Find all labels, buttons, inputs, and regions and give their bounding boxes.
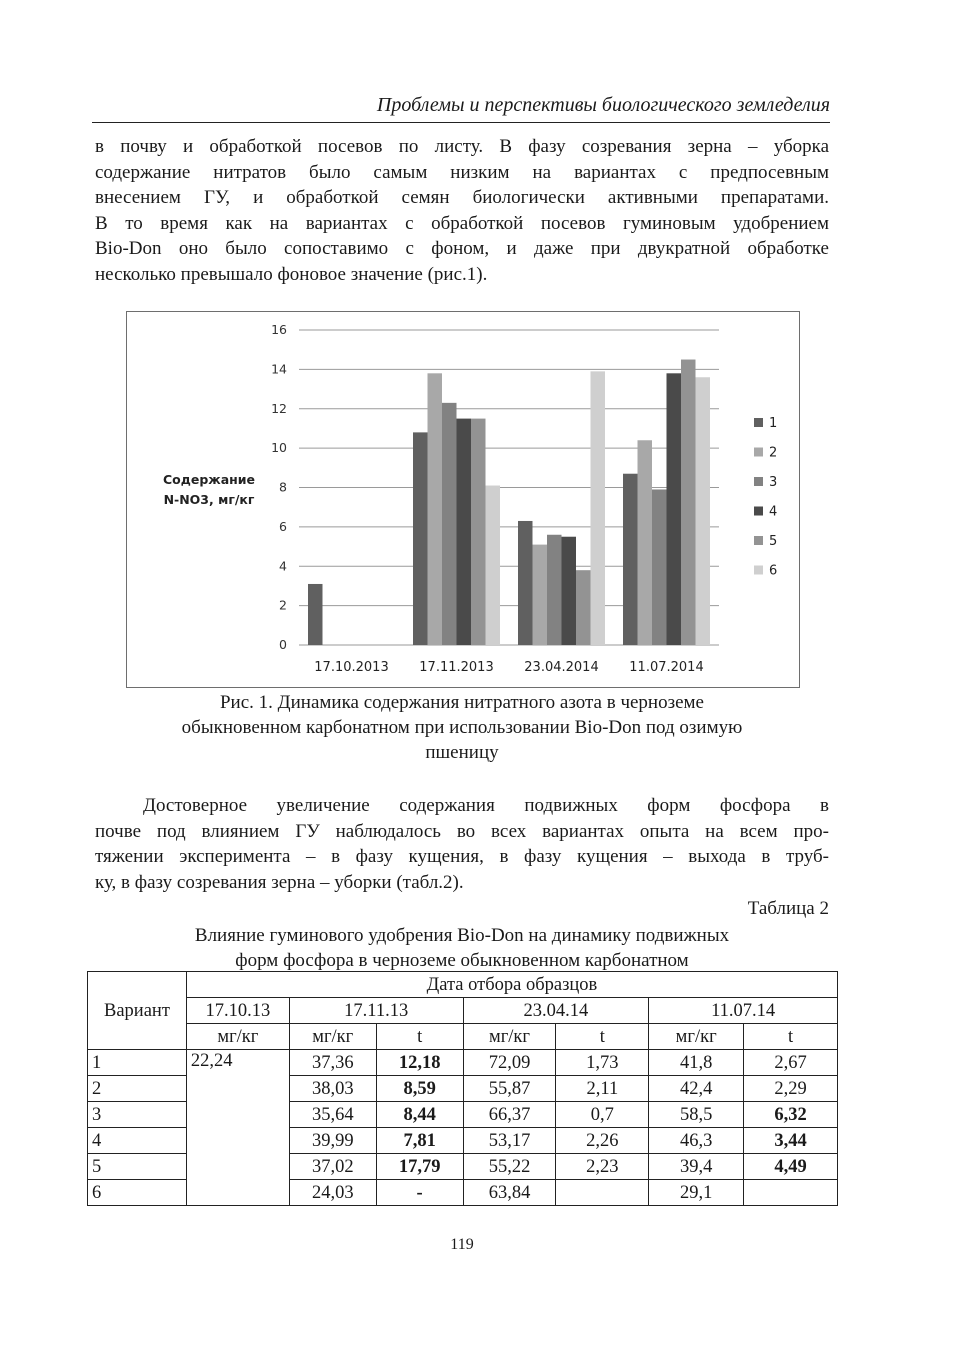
legend-swatch — [754, 536, 763, 545]
paragraph-1-line: содержание нитратов было самым низким на вариантах с предпосевным — [95, 161, 829, 183]
legend-swatch — [754, 448, 763, 457]
paragraph-1-line: внесением ГУ, и обработкой семян биологически активными препаратами. — [95, 187, 829, 209]
header-unit-mg: мг/кг — [649, 1024, 744, 1050]
cell-mg: 41,8 — [649, 1050, 744, 1076]
bar — [576, 570, 591, 645]
page-number: 119 — [450, 1236, 474, 1253]
cell-t: 3,44 — [744, 1128, 838, 1154]
cell-mg: 63,84 — [463, 1180, 556, 1206]
cell-t: 2,67 — [744, 1050, 838, 1076]
cell-mg: 55,87 — [463, 1076, 556, 1102]
legend-swatch — [754, 418, 763, 427]
paragraph-2-line: почве под влиянием ГУ наблюдалось во всех вариантах опыта на всем про- — [95, 820, 829, 842]
paragraph-2-line: Достоверное увеличение содержания подвижных форм фосфора в — [143, 795, 829, 816]
cell-t: 1,73 — [556, 1050, 649, 1076]
legend-swatch — [754, 507, 763, 516]
table-title-line: Влияние гуминового удобрения Bio-Don на динамику подвижных — [194, 925, 730, 946]
header-unit-mg: мг/кг — [463, 1024, 556, 1050]
bar — [308, 584, 323, 645]
cell-variant: 6 — [88, 1180, 187, 1206]
cell-mg: 37,02 — [289, 1154, 376, 1180]
y-axis-label: N-NO3, мг/кг — [163, 492, 255, 507]
phosphorus-table — [87, 971, 838, 1206]
header-unit-mg: мг/кг — [289, 1024, 376, 1050]
x-tick-label: 17.10.2013 — [314, 660, 389, 675]
legend-swatch — [754, 477, 763, 486]
cell-variant: 4 — [88, 1128, 187, 1154]
cell-t: 2,26 — [556, 1128, 649, 1154]
bar — [696, 377, 711, 645]
bar — [623, 474, 638, 645]
bar — [413, 432, 428, 645]
cell-t: 0,7 — [556, 1102, 649, 1128]
bar — [533, 545, 548, 645]
paragraph-1 — [95, 134, 829, 288]
cell-t: 6,32 — [744, 1102, 838, 1128]
paragraph-2-line: тяжении эксперимента – в фазу кущения, в фазу кущения – выхода в труб- — [95, 846, 829, 868]
y-tick-label: 12 — [271, 400, 287, 416]
cell-t: 8,44 — [376, 1102, 463, 1128]
bar — [442, 403, 457, 645]
bar — [681, 360, 696, 645]
header-unit-mg: мг/кг — [186, 1024, 289, 1050]
cell-t: 2,23 — [556, 1154, 649, 1180]
paragraph-1-line: в почву и обработкой посевов по листу. В фазу созревания зерна – уборка — [95, 136, 829, 157]
cell-mg: 37,36 — [289, 1050, 376, 1076]
cell-variant: 5 — [88, 1154, 187, 1180]
cell-t: 4,49 — [744, 1154, 838, 1180]
bar — [638, 440, 653, 645]
cell-first-date-value: 22,24 — [186, 1050, 289, 1206]
table-header-row — [88, 998, 838, 1024]
legend-label: 2 — [769, 445, 778, 461]
table-title-line: форм фосфора в черноземе обыкновенном карбонатном — [235, 950, 689, 971]
figure-caption — [95, 690, 829, 765]
y-tick-label: 6 — [279, 518, 287, 534]
cell-t: 12,18 — [376, 1050, 463, 1076]
paragraph-2 — [95, 793, 829, 895]
header-unit-t: t — [376, 1024, 463, 1050]
bar — [428, 373, 443, 645]
cell-mg: 29,1 — [649, 1180, 744, 1206]
cell-mg: 24,03 — [289, 1180, 376, 1206]
cell-mg: 46,3 — [649, 1128, 744, 1154]
bar — [562, 537, 577, 645]
cell-mg: 38,03 — [289, 1076, 376, 1102]
cell-t — [744, 1180, 838, 1206]
cell-mg: 72,09 — [463, 1050, 556, 1076]
table-header-row — [88, 1024, 838, 1050]
bar — [486, 486, 501, 645]
bar — [547, 535, 562, 645]
cell-t: - — [376, 1180, 463, 1206]
paragraph-2-line: ку, в фазу созревания зерна – уборки (табл.2). — [95, 871, 464, 893]
bar — [518, 521, 533, 645]
cell-mg: 39,4 — [649, 1154, 744, 1180]
cell-mg: 66,37 — [463, 1102, 556, 1128]
y-tick-label: 0 — [279, 637, 287, 652]
cell-variant: 2 — [88, 1076, 187, 1102]
table-title — [95, 923, 829, 973]
caption-line: пшеницу — [425, 742, 499, 763]
cell-t: 2,11 — [556, 1076, 649, 1102]
cell-variant: 1 — [88, 1050, 187, 1076]
header-date: 23.04.14 — [463, 998, 649, 1024]
header-variant: Вариант — [88, 972, 187, 1050]
y-tick-label: 8 — [279, 479, 287, 495]
legend-label: 3 — [769, 475, 778, 490]
header-date-group: Дата отбора образцов — [186, 972, 837, 998]
header-date: 17.10.13 — [186, 998, 289, 1024]
header-rule — [92, 122, 830, 123]
cell-t: 2,29 — [744, 1076, 838, 1102]
cell-t: 17,79 — [376, 1154, 463, 1180]
x-tick-label: 23.04.2014 — [524, 660, 599, 675]
legend-label: 1 — [769, 416, 778, 431]
x-tick-label: 11.07.2014 — [629, 660, 704, 675]
cell-t: 8,59 — [376, 1076, 463, 1102]
figure-1-chart — [126, 311, 800, 688]
y-tick-label: 4 — [279, 558, 287, 574]
cell-variant: 3 — [88, 1102, 187, 1128]
bar — [591, 371, 606, 645]
y-tick-label: 16 — [271, 322, 287, 337]
chart-svg — [127, 312, 799, 687]
cell-t — [556, 1180, 649, 1206]
paragraph-1-line: В то время как на вариантах с обработкой посевов гуминовым удобрением — [95, 212, 829, 234]
header-date: 17.11.13 — [289, 998, 463, 1024]
caption-line: Рис. 1. Динамика содержания нитратного азота в черноземе — [219, 692, 704, 713]
header-unit-t: t — [744, 1024, 838, 1050]
table-row — [88, 1050, 838, 1076]
cell-t: 7,81 — [376, 1128, 463, 1154]
header-date: 11.07.14 — [649, 998, 838, 1024]
cell-mg: 39,99 — [289, 1128, 376, 1154]
cell-mg: 42,4 — [649, 1076, 744, 1102]
caption-line: обыкновенном карбонатном при использовании Bio-Don под озимую — [181, 717, 743, 738]
cell-mg: 35,64 — [289, 1102, 376, 1128]
legend-label: 6 — [769, 563, 778, 579]
y-tick-label: 14 — [271, 361, 287, 377]
y-tick-label: 10 — [271, 440, 287, 456]
bar — [457, 419, 472, 645]
x-tick-label: 17.11.2013 — [419, 660, 494, 675]
table-header-row — [88, 972, 838, 998]
bar — [471, 419, 486, 645]
legend-label: 4 — [769, 504, 778, 520]
cell-mg: 55,22 — [463, 1154, 556, 1180]
running-header: Проблемы и перспективы биологического земледелия — [376, 94, 830, 116]
bar — [667, 373, 682, 645]
y-tick-label: 2 — [279, 597, 287, 613]
cell-mg: 58,5 — [649, 1102, 744, 1128]
legend-swatch — [754, 566, 763, 575]
bar — [652, 489, 667, 645]
legend-label: 5 — [769, 534, 778, 549]
y-axis-label: Содержание — [162, 472, 256, 487]
table-label: Таблица 2 — [747, 898, 829, 919]
header-unit-t: t — [556, 1024, 649, 1050]
paragraph-1-line: Bio-Don оно было сопоставимо с фоном, и даже при двукратной обработке — [95, 238, 829, 260]
cell-mg: 53,17 — [463, 1128, 556, 1154]
paragraph-1-line: несколько превышало фоновое значение (рис.1). — [95, 263, 488, 285]
